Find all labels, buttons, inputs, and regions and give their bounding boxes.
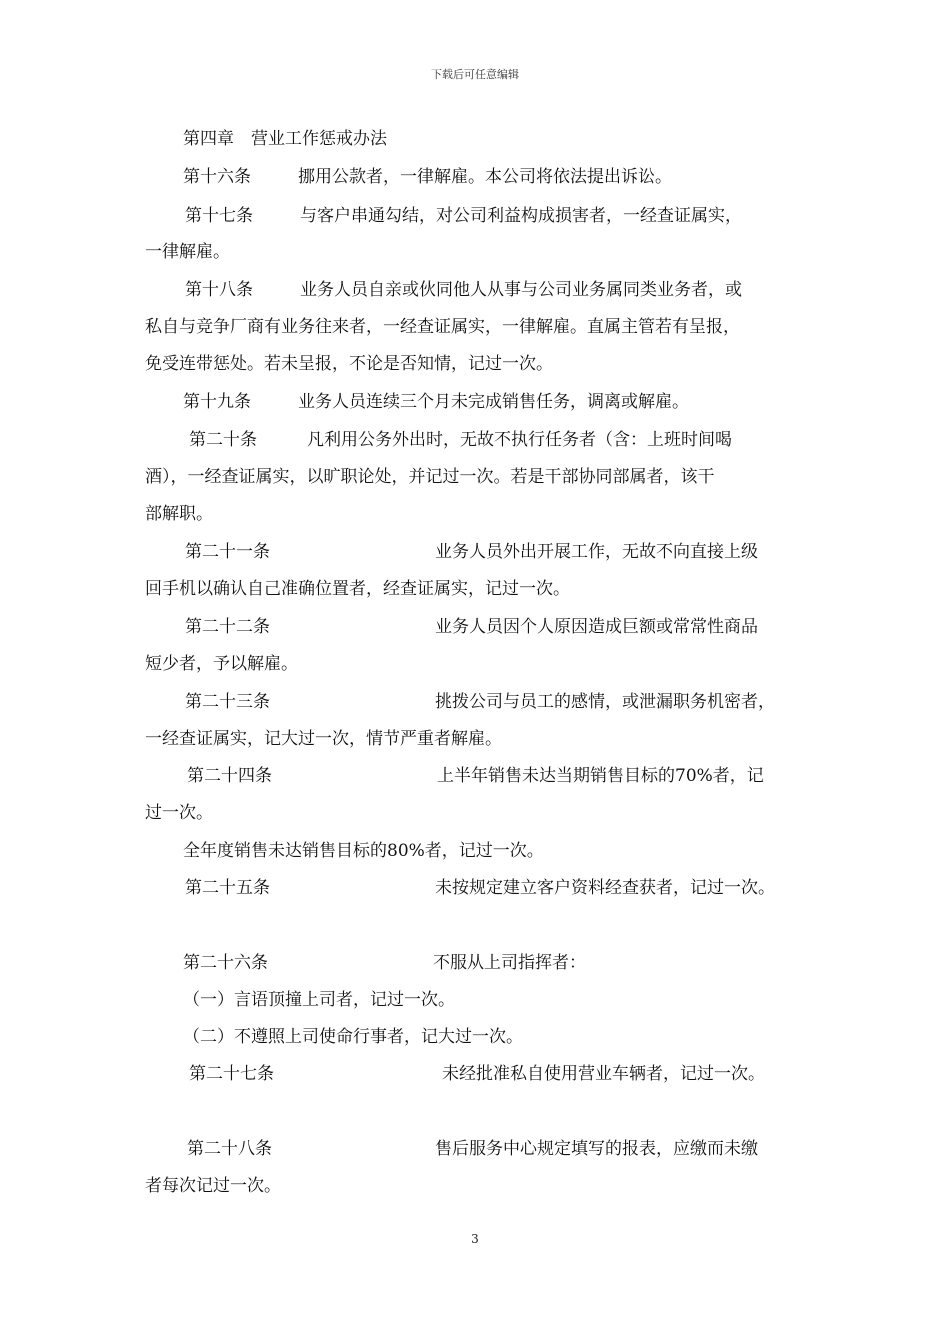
article-item: （二）不遵照上司使命行事者，记大过一次。 (183, 1027, 523, 1047)
article-text-continued: 短少者，予以解雇。 (145, 654, 298, 674)
article-28 (187, 1137, 758, 1161)
article-text-continued: 酒），一经查证属实，以旷职论处，并记过一次。若是干部协同部属者，该干 (145, 467, 715, 487)
chapter-title: 第四章 营业工作惩戒办法 (183, 129, 387, 149)
article-23 (185, 690, 775, 714)
article-text: 凡利用公务外出时，无故不执行任务者（含：上班时间喝 (307, 430, 732, 450)
article-label: 第十八条 (185, 280, 253, 300)
article-19 (183, 390, 689, 414)
article-label: 第十七条 (185, 206, 253, 226)
article-20 (189, 428, 732, 452)
article-text: 不服从上司指挥者： (433, 953, 586, 973)
article-21 (185, 540, 758, 564)
article-label: 第二十八条 (187, 1139, 272, 1159)
article-text: 挪用公款者，一律解雇。本公司将依法提出诉讼。 (298, 167, 672, 187)
article-item: （一）言语顶撞上司者，记过一次。 (183, 990, 455, 1010)
article-label: 第十六条 (183, 167, 251, 187)
page-header: 下载后可任意编辑 (431, 68, 519, 81)
article-text-continued: 私自与竞争厂商有业务往来者，一经查证属实，一律解雇。直属主管若有呈报， (145, 317, 740, 337)
article-25 (185, 876, 775, 900)
article-26 (183, 951, 586, 975)
article-text: 上半年销售未达当期销售目标的70%者，记 (437, 766, 764, 786)
article-text-continued: 部解职。 (145, 504, 213, 524)
article-text-continued: 过一次。 (145, 803, 213, 823)
article-16 (183, 165, 672, 189)
article-22 (185, 615, 758, 639)
article-text-continued: 回手机以确认自己准确位置者，经查证属实，记过一次。 (145, 579, 570, 599)
article-text: 未按规定建立客户资料经查获者，记过一次。 (435, 878, 775, 898)
article-text: 与客户串通勾结，对公司利益构成损害者，一经查证属实， (300, 206, 742, 226)
page-number: 3 (471, 1232, 479, 1246)
article-label: 第二十五条 (185, 878, 270, 898)
article-label: 第二十一条 (185, 542, 270, 562)
article-27 (189, 1062, 765, 1086)
article-label: 第二十二条 (185, 617, 270, 637)
article-text: 业务人员连续三个月未完成销售任务，调离或解雇。 (298, 392, 689, 412)
article-text-continued: 一律解雇。 (145, 242, 230, 262)
article-24 (187, 764, 764, 788)
article-text-continued: 者每次记过一次。 (145, 1176, 281, 1196)
article-text: 未经批准私自使用营业车辆者，记过一次。 (442, 1064, 765, 1084)
article-text-continued: 一经查证属实，记大过一次，情节严重者解雇。 (145, 729, 502, 749)
article-text: 售后服务中心规定填写的报表，应缴而未缴 (435, 1139, 758, 1159)
article-18 (185, 278, 742, 302)
article-text-continued: 免受连带惩处。若未呈报，不论是否知情，记过一次。 (145, 354, 553, 374)
article-label: 第二十条 (189, 430, 257, 450)
article-text: 业务人员外出开展工作，无故不向直接上级 (435, 542, 758, 562)
article-label: 第二十六条 (183, 953, 268, 973)
article-text: 业务人员因个人原因造成巨额或常常性商品 (435, 617, 758, 637)
article-label: 第二十七条 (189, 1064, 274, 1084)
article-17 (185, 204, 742, 228)
article-label: 第十九条 (183, 392, 251, 412)
article-text-continued: 全年度销售未达销售目标的80%者，记过一次。 (183, 841, 544, 861)
article-label: 第二十三条 (185, 692, 270, 712)
article-label: 第二十四条 (187, 766, 272, 786)
article-text: 业务人员自亲或伙同他人从事与公司业务属同类业务者，或 (300, 280, 742, 300)
article-text: 挑拨公司与员工的感情，或泄漏职务机密者， (435, 692, 775, 712)
